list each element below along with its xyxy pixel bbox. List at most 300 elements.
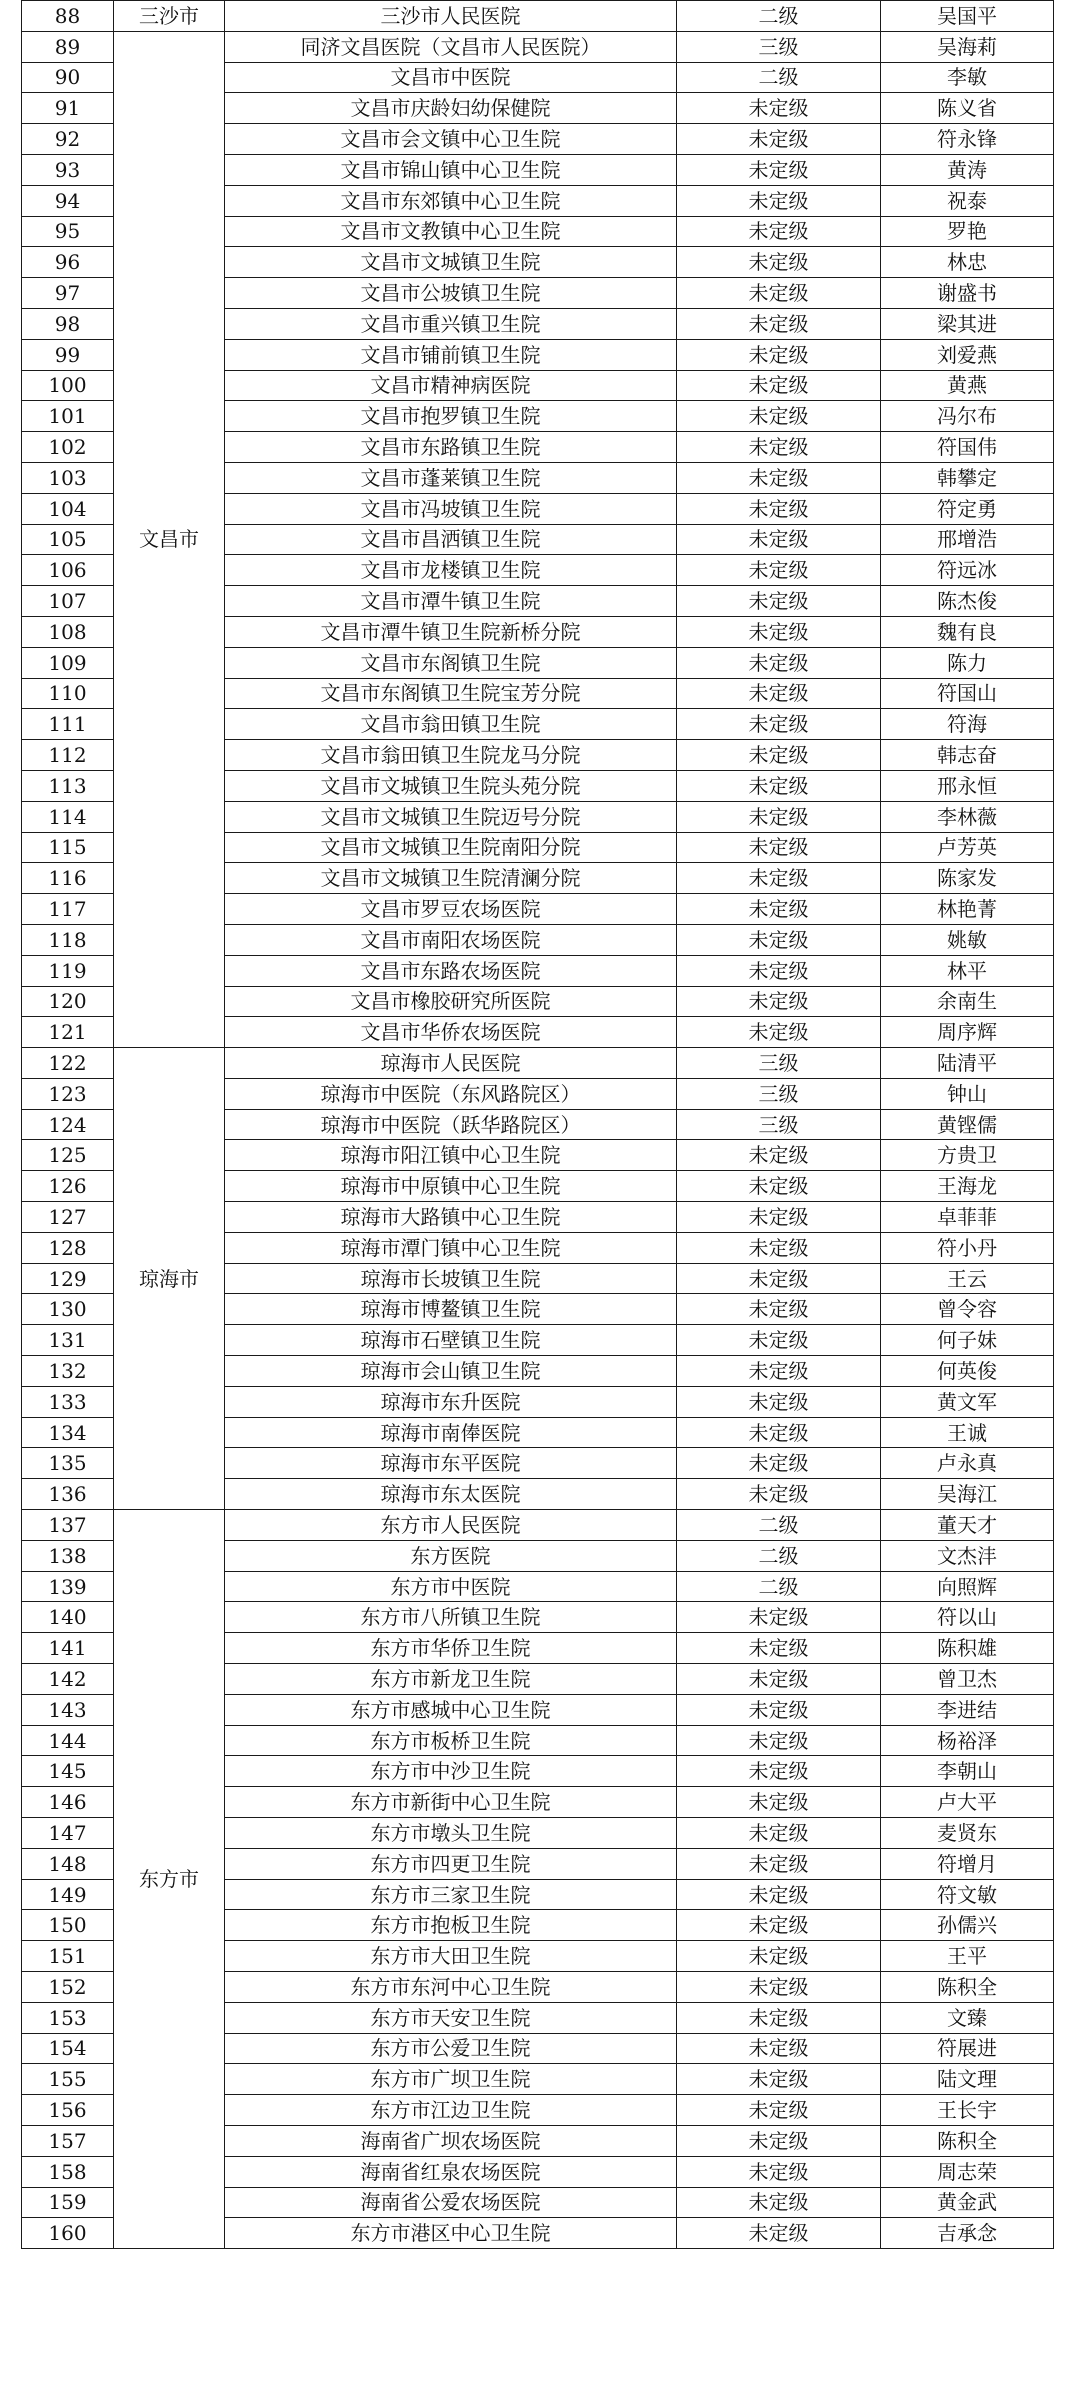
contact-person-cell: 方贵卫 <box>881 1140 1054 1171</box>
contact-person-cell: 罗艳 <box>881 216 1054 247</box>
row-number-cell: 133 <box>22 1386 114 1417</box>
hospital-level-cell: 未定级 <box>677 986 881 1017</box>
row-number-cell: 154 <box>22 2033 114 2064</box>
contact-person-cell: 董天才 <box>881 1510 1054 1541</box>
contact-person-cell: 王诚 <box>881 1417 1054 1448</box>
row-number-cell: 151 <box>22 1941 114 1972</box>
contact-person-cell: 卢永真 <box>881 1448 1054 1479</box>
contact-person-cell: 符国山 <box>881 678 1054 709</box>
hospital-level-cell: 未定级 <box>677 678 881 709</box>
hospital-name-cell: 琼海市潭门镇中心卫生院 <box>225 1232 677 1263</box>
row-number-cell: 95 <box>22 216 114 247</box>
row-number-cell: 118 <box>22 924 114 955</box>
contact-person-cell: 黄金武 <box>881 2187 1054 2218</box>
hospital-level-cell: 未定级 <box>677 124 881 155</box>
hospital-level-cell: 未定级 <box>677 1972 881 2003</box>
row-number-cell: 160 <box>22 2218 114 2249</box>
row-number-cell: 113 <box>22 770 114 801</box>
contact-person-cell: 陈力 <box>881 647 1054 678</box>
row-number-cell: 110 <box>22 678 114 709</box>
hospital-level-cell: 未定级 <box>677 709 881 740</box>
hospital-name-cell: 琼海市东太医院 <box>225 1479 677 1510</box>
hospital-name-cell: 琼海市中医院（东风路院区） <box>225 1078 677 1109</box>
hospital-name-cell: 琼海市南俸医院 <box>225 1417 677 1448</box>
hospital-name-cell: 东方市大田卫生院 <box>225 1941 677 1972</box>
row-number-cell: 135 <box>22 1448 114 1479</box>
hospital-name-cell: 文昌市东阁镇卫生院 <box>225 647 677 678</box>
row-number-cell: 115 <box>22 832 114 863</box>
row-number-cell: 89 <box>22 31 114 62</box>
hospital-name-cell: 东方市抱板卫生院 <box>225 1910 677 1941</box>
contact-person-cell: 魏有良 <box>881 616 1054 647</box>
row-number-cell: 109 <box>22 647 114 678</box>
contact-person-cell: 麦贤东 <box>881 1818 1054 1849</box>
hospital-name-cell: 东方市板桥卫生院 <box>225 1725 677 1756</box>
contact-person-cell: 刘爱燕 <box>881 339 1054 370</box>
hospital-name-cell: 东方市人民医院 <box>225 1510 677 1541</box>
hospital-name-cell: 东方市天安卫生院 <box>225 2002 677 2033</box>
hospital-name-cell: 东方市墩头卫生院 <box>225 1818 677 1849</box>
row-number-cell: 93 <box>22 154 114 185</box>
hospital-name-cell: 文昌市文城镇卫生院迈号分院 <box>225 801 677 832</box>
hospital-name-cell: 海南省广坝农场医院 <box>225 2125 677 2156</box>
contact-person-cell: 文杰沣 <box>881 1540 1054 1571</box>
hospital-level-cell: 未定级 <box>677 1664 881 1695</box>
hospital-name-cell: 文昌市抱罗镇卫生院 <box>225 401 677 432</box>
contact-person-cell: 林忠 <box>881 247 1054 278</box>
row-number-cell: 96 <box>22 247 114 278</box>
row-number-cell: 127 <box>22 1202 114 1233</box>
contact-person-cell: 李林薇 <box>881 801 1054 832</box>
contact-person-cell: 文臻 <box>881 2002 1054 2033</box>
hospital-name-cell: 文昌市东路镇卫生院 <box>225 432 677 463</box>
hospital-name-cell: 东方市东河中心卫生院 <box>225 1972 677 2003</box>
row-number-cell: 150 <box>22 1910 114 1941</box>
hospital-level-cell: 未定级 <box>677 924 881 955</box>
hospital-name-cell: 文昌市潭牛镇卫生院新桥分院 <box>225 616 677 647</box>
hospital-name-cell: 东方市港区中心卫生院 <box>225 2218 677 2249</box>
row-number-cell: 101 <box>22 401 114 432</box>
hospital-name-cell: 文昌市翁田镇卫生院龙马分院 <box>225 740 677 771</box>
contact-person-cell: 杨裕泽 <box>881 1725 1054 1756</box>
hospital-name-cell: 文昌市重兴镇卫生院 <box>225 308 677 339</box>
hospital-name-cell: 东方医院 <box>225 1540 677 1571</box>
hospital-level-cell: 未定级 <box>677 1386 881 1417</box>
row-number-cell: 90 <box>22 62 114 93</box>
contact-person-cell: 黄文军 <box>881 1386 1054 1417</box>
row-number-cell: 122 <box>22 1048 114 1079</box>
row-number-cell: 116 <box>22 863 114 894</box>
table-row <box>22 31 1054 62</box>
hospital-level-cell: 未定级 <box>677 1263 881 1294</box>
hospital-name-cell: 文昌市冯坡镇卫生院 <box>225 493 677 524</box>
contact-person-cell: 李朝山 <box>881 1756 1054 1787</box>
row-number-cell: 129 <box>22 1263 114 1294</box>
contact-person-cell: 周序辉 <box>881 1017 1054 1048</box>
hospital-name-cell: 东方市八所镇卫生院 <box>225 1602 677 1633</box>
contact-person-cell: 符海 <box>881 709 1054 740</box>
row-number-cell: 97 <box>22 278 114 309</box>
hospital-level-cell: 未定级 <box>677 1818 881 1849</box>
contact-person-cell: 吉承念 <box>881 2218 1054 2249</box>
hospital-name-cell: 文昌市会文镇中心卫生院 <box>225 124 677 155</box>
row-number-cell: 88 <box>22 1 114 32</box>
hospital-name-cell: 海南省红泉农场医院 <box>225 2156 677 2187</box>
row-number-cell: 159 <box>22 2187 114 2218</box>
hospital-level-cell: 未定级 <box>677 493 881 524</box>
hospital-level-cell: 未定级 <box>677 955 881 986</box>
contact-person-cell: 冯尔布 <box>881 401 1054 432</box>
row-number-cell: 139 <box>22 1571 114 1602</box>
city-cell: 文昌市 <box>114 31 225 1047</box>
row-number-cell: 104 <box>22 493 114 524</box>
row-number-cell: 106 <box>22 555 114 586</box>
hospital-name-cell: 文昌市文教镇中心卫生院 <box>225 216 677 247</box>
contact-person-cell: 陆清平 <box>881 1048 1054 1079</box>
row-number-cell: 138 <box>22 1540 114 1571</box>
hospital-level-cell: 未定级 <box>677 524 881 555</box>
hospital-name-cell: 琼海市中医院（跃华路院区） <box>225 1109 677 1140</box>
contact-person-cell: 韩志奋 <box>881 740 1054 771</box>
contact-person-cell: 陈积雄 <box>881 1633 1054 1664</box>
hospital-level-cell: 未定级 <box>677 1633 881 1664</box>
contact-person-cell: 符展进 <box>881 2033 1054 2064</box>
hospital-level-cell: 未定级 <box>677 2187 881 2218</box>
hospital-name-cell: 文昌市中医院 <box>225 62 677 93</box>
contact-person-cell: 王平 <box>881 1941 1054 1972</box>
hospital-level-cell: 未定级 <box>677 616 881 647</box>
hospital-name-cell: 东方市中医院 <box>225 1571 677 1602</box>
contact-person-cell: 符小丹 <box>881 1232 1054 1263</box>
hospital-name-cell: 东方市华侨卫生院 <box>225 1633 677 1664</box>
contact-person-cell: 林平 <box>881 955 1054 986</box>
hospital-name-cell: 琼海市东平医院 <box>225 1448 677 1479</box>
row-number-cell: 128 <box>22 1232 114 1263</box>
contact-person-cell: 邢永恒 <box>881 770 1054 801</box>
hospital-level-cell: 未定级 <box>677 1017 881 1048</box>
hospital-name-cell: 海南省公爱农场医院 <box>225 2187 677 2218</box>
contact-person-cell: 曾令容 <box>881 1294 1054 1325</box>
hospital-level-cell: 二级 <box>677 1540 881 1571</box>
row-number-cell: 107 <box>22 586 114 617</box>
row-number-cell: 156 <box>22 2095 114 2126</box>
row-number-cell: 126 <box>22 1171 114 1202</box>
hospital-level-cell: 二级 <box>677 1510 881 1541</box>
hospital-name-cell: 琼海市会山镇卫生院 <box>225 1356 677 1387</box>
hospital-level-cell: 未定级 <box>677 432 881 463</box>
row-number-cell: 157 <box>22 2125 114 2156</box>
contact-person-cell: 姚敏 <box>881 924 1054 955</box>
hospital-name-cell: 东方市江边卫生院 <box>225 2095 677 2126</box>
hospital-level-cell: 未定级 <box>677 740 881 771</box>
row-number-cell: 158 <box>22 2156 114 2187</box>
row-number-cell: 105 <box>22 524 114 555</box>
hospital-level-cell: 未定级 <box>677 801 881 832</box>
hospital-name-cell: 琼海市博鳌镇卫生院 <box>225 1294 677 1325</box>
hospital-name-cell: 琼海市阳江镇中心卫生院 <box>225 1140 677 1171</box>
hospital-name-cell: 文昌市龙楼镇卫生院 <box>225 555 677 586</box>
row-number-cell: 111 <box>22 709 114 740</box>
row-number-cell: 146 <box>22 1787 114 1818</box>
hospital-level-cell: 未定级 <box>677 2218 881 2249</box>
hospital-level-cell: 未定级 <box>677 1602 881 1633</box>
contact-person-cell: 李敏 <box>881 62 1054 93</box>
hospital-level-cell: 未定级 <box>677 339 881 370</box>
table-body <box>22 1 1054 2249</box>
hospital-name-cell: 文昌市铺前镇卫生院 <box>225 339 677 370</box>
contact-person-cell: 曾卫杰 <box>881 1664 1054 1695</box>
hospital-level-cell: 未定级 <box>677 2125 881 2156</box>
hospital-level-cell: 三级 <box>677 31 881 62</box>
hospital-level-cell: 未定级 <box>677 647 881 678</box>
hospital-level-cell: 未定级 <box>677 1356 881 1387</box>
contact-person-cell: 梁其进 <box>881 308 1054 339</box>
hospital-level-cell: 未定级 <box>677 2064 881 2095</box>
contact-person-cell: 吴国平 <box>881 1 1054 32</box>
hospital-level-cell: 二级 <box>677 1571 881 1602</box>
row-number-cell: 117 <box>22 894 114 925</box>
row-number-cell: 98 <box>22 308 114 339</box>
hospital-name-cell: 文昌市文城镇卫生院南阳分院 <box>225 832 677 863</box>
row-number-cell: 120 <box>22 986 114 1017</box>
hospital-level-cell: 未定级 <box>677 1171 881 1202</box>
hospital-table <box>21 0 1054 2249</box>
contact-person-cell: 黄铿儒 <box>881 1109 1054 1140</box>
table-row <box>22 1048 1054 1079</box>
hospital-level-cell: 未定级 <box>677 370 881 401</box>
contact-person-cell: 邢增浩 <box>881 524 1054 555</box>
hospital-name-cell: 文昌市潭牛镇卫生院 <box>225 586 677 617</box>
row-number-cell: 125 <box>22 1140 114 1171</box>
row-number-cell: 94 <box>22 185 114 216</box>
contact-person-cell: 陆文理 <box>881 2064 1054 2095</box>
hospital-level-cell: 未定级 <box>677 1417 881 1448</box>
hospital-level-cell: 未定级 <box>677 401 881 432</box>
hospital-level-cell: 未定级 <box>677 832 881 863</box>
row-number-cell: 149 <box>22 1879 114 1910</box>
row-number-cell: 143 <box>22 1694 114 1725</box>
hospital-level-cell: 三级 <box>677 1048 881 1079</box>
contact-person-cell: 符以山 <box>881 1602 1054 1633</box>
hospital-name-cell: 文昌市精神病医院 <box>225 370 677 401</box>
row-number-cell: 100 <box>22 370 114 401</box>
contact-person-cell: 符国伟 <box>881 432 1054 463</box>
hospital-name-cell: 文昌市蓬莱镇卫生院 <box>225 462 677 493</box>
contact-person-cell: 韩攀定 <box>881 462 1054 493</box>
hospital-level-cell: 未定级 <box>677 462 881 493</box>
table-row <box>22 1510 1054 1541</box>
hospital-level-cell: 未定级 <box>677 1879 881 1910</box>
contact-person-cell: 卓菲菲 <box>881 1202 1054 1233</box>
hospital-level-cell: 未定级 <box>677 894 881 925</box>
contact-person-cell: 何英俊 <box>881 1356 1054 1387</box>
contact-person-cell: 符远冰 <box>881 555 1054 586</box>
contact-person-cell: 陈积全 <box>881 2125 1054 2156</box>
contact-person-cell: 卢芳英 <box>881 832 1054 863</box>
contact-person-cell: 黄涛 <box>881 154 1054 185</box>
row-number-cell: 137 <box>22 1510 114 1541</box>
hospital-name-cell: 文昌市东郊镇中心卫生院 <box>225 185 677 216</box>
hospital-level-cell: 未定级 <box>677 216 881 247</box>
hospital-level-cell: 未定级 <box>677 1294 881 1325</box>
hospital-name-cell: 文昌市南阳农场医院 <box>225 924 677 955</box>
contact-person-cell: 王海龙 <box>881 1171 1054 1202</box>
hospital-level-cell: 未定级 <box>677 586 881 617</box>
row-number-cell: 92 <box>22 124 114 155</box>
contact-person-cell: 符增月 <box>881 1848 1054 1879</box>
row-number-cell: 131 <box>22 1325 114 1356</box>
table-row <box>22 1 1054 32</box>
row-number-cell: 145 <box>22 1756 114 1787</box>
hospital-level-cell: 未定级 <box>677 1725 881 1756</box>
contact-person-cell: 向照辉 <box>881 1571 1054 1602</box>
contact-person-cell: 谢盛书 <box>881 278 1054 309</box>
hospital-name-cell: 文昌市文城镇卫生院头苑分院 <box>225 770 677 801</box>
hospital-level-cell: 未定级 <box>677 863 881 894</box>
contact-person-cell: 周志荣 <box>881 2156 1054 2187</box>
hospital-name-cell: 琼海市长坡镇卫生院 <box>225 1263 677 1294</box>
hospital-level-cell: 未定级 <box>677 154 881 185</box>
hospital-name-cell: 同济文昌医院（文昌市人民医院） <box>225 31 677 62</box>
row-number-cell: 102 <box>22 432 114 463</box>
contact-person-cell: 祝泰 <box>881 185 1054 216</box>
contact-person-cell: 李进结 <box>881 1694 1054 1725</box>
hospital-name-cell: 三沙市人民医院 <box>225 1 677 32</box>
row-number-cell: 134 <box>22 1417 114 1448</box>
hospital-name-cell: 文昌市翁田镇卫生院 <box>225 709 677 740</box>
row-number-cell: 136 <box>22 1479 114 1510</box>
hospital-name-cell: 文昌市东路农场医院 <box>225 955 677 986</box>
hospital-level-cell: 未定级 <box>677 308 881 339</box>
row-number-cell: 148 <box>22 1848 114 1879</box>
contact-person-cell: 陈家发 <box>881 863 1054 894</box>
hospital-level-cell: 未定级 <box>677 1910 881 1941</box>
hospital-name-cell: 文昌市庆龄妇幼保健院 <box>225 93 677 124</box>
hospital-name-cell: 文昌市文城镇卫生院清澜分院 <box>225 863 677 894</box>
hospital-level-cell: 未定级 <box>677 1941 881 1972</box>
hospital-name-cell: 东方市三家卫生院 <box>225 1879 677 1910</box>
row-number-cell: 147 <box>22 1818 114 1849</box>
hospital-level-cell: 未定级 <box>677 185 881 216</box>
contact-person-cell: 钟山 <box>881 1078 1054 1109</box>
hospital-name-cell: 文昌市东阁镇卫生院宝芳分院 <box>225 678 677 709</box>
hospital-level-cell: 未定级 <box>677 555 881 586</box>
hospital-name-cell: 东方市广坝卫生院 <box>225 2064 677 2095</box>
contact-person-cell: 王云 <box>881 1263 1054 1294</box>
hospital-level-cell: 三级 <box>677 1078 881 1109</box>
row-number-cell: 99 <box>22 339 114 370</box>
hospital-level-cell: 未定级 <box>677 2002 881 2033</box>
hospital-name-cell: 东方市中沙卫生院 <box>225 1756 677 1787</box>
city-cell: 琼海市 <box>114 1048 225 1510</box>
contact-person-cell: 林艳菁 <box>881 894 1054 925</box>
row-number-cell: 152 <box>22 1972 114 2003</box>
hospital-name-cell: 文昌市昌洒镇卫生院 <box>225 524 677 555</box>
contact-person-cell: 吴海莉 <box>881 31 1054 62</box>
hospital-level-cell: 未定级 <box>677 1448 881 1479</box>
hospital-name-cell: 东方市新街中心卫生院 <box>225 1787 677 1818</box>
hospital-name-cell: 文昌市公坡镇卫生院 <box>225 278 677 309</box>
hospital-level-cell: 未定级 <box>677 770 881 801</box>
hospital-level-cell: 未定级 <box>677 1202 881 1233</box>
hospital-level-cell: 二级 <box>677 62 881 93</box>
row-number-cell: 142 <box>22 1664 114 1695</box>
hospital-level-cell: 未定级 <box>677 93 881 124</box>
city-cell: 东方市 <box>114 1510 225 2249</box>
hospital-name-cell: 琼海市大路镇中心卫生院 <box>225 1202 677 1233</box>
hospital-level-cell: 未定级 <box>677 278 881 309</box>
hospital-name-cell: 文昌市文城镇卫生院 <box>225 247 677 278</box>
row-number-cell: 112 <box>22 740 114 771</box>
row-number-cell: 153 <box>22 2002 114 2033</box>
row-number-cell: 119 <box>22 955 114 986</box>
contact-person-cell: 符文敏 <box>881 1879 1054 1910</box>
hospital-level-cell: 未定级 <box>677 2033 881 2064</box>
row-number-cell: 130 <box>22 1294 114 1325</box>
row-number-cell: 121 <box>22 1017 114 1048</box>
contact-person-cell: 陈义省 <box>881 93 1054 124</box>
row-number-cell: 132 <box>22 1356 114 1387</box>
hospital-directory-document <box>21 0 1053 2385</box>
hospital-level-cell: 未定级 <box>677 1140 881 1171</box>
contact-person-cell: 黄燕 <box>881 370 1054 401</box>
hospital-name-cell: 琼海市东升医院 <box>225 1386 677 1417</box>
hospital-name-cell: 琼海市人民医院 <box>225 1048 677 1079</box>
hospital-level-cell: 未定级 <box>677 1232 881 1263</box>
hospital-name-cell: 东方市公爱卫生院 <box>225 2033 677 2064</box>
contact-person-cell: 符永锋 <box>881 124 1054 155</box>
hospital-level-cell: 未定级 <box>677 1325 881 1356</box>
row-number-cell: 124 <box>22 1109 114 1140</box>
hospital-name-cell: 琼海市石壁镇卫生院 <box>225 1325 677 1356</box>
hospital-level-cell: 未定级 <box>677 1848 881 1879</box>
hospital-name-cell: 琼海市中原镇中心卫生院 <box>225 1171 677 1202</box>
contact-person-cell: 吴海江 <box>881 1479 1054 1510</box>
hospital-level-cell: 未定级 <box>677 1479 881 1510</box>
contact-person-cell: 陈积全 <box>881 1972 1054 2003</box>
contact-person-cell: 王长宇 <box>881 2095 1054 2126</box>
hospital-name-cell: 文昌市罗豆农场医院 <box>225 894 677 925</box>
hospital-level-cell: 未定级 <box>677 1756 881 1787</box>
row-number-cell: 123 <box>22 1078 114 1109</box>
hospital-name-cell: 文昌市橡胶研究所医院 <box>225 986 677 1017</box>
hospital-level-cell: 三级 <box>677 1109 881 1140</box>
contact-person-cell: 符定勇 <box>881 493 1054 524</box>
contact-person-cell: 何子妹 <box>881 1325 1054 1356</box>
row-number-cell: 144 <box>22 1725 114 1756</box>
city-cell: 三沙市 <box>114 1 225 32</box>
hospital-level-cell: 未定级 <box>677 247 881 278</box>
hospital-name-cell: 文昌市锦山镇中心卫生院 <box>225 154 677 185</box>
hospital-name-cell: 文昌市华侨农场医院 <box>225 1017 677 1048</box>
contact-person-cell: 卢大平 <box>881 1787 1054 1818</box>
hospital-name-cell: 东方市新龙卫生院 <box>225 1664 677 1695</box>
row-number-cell: 103 <box>22 462 114 493</box>
contact-person-cell: 陈杰俊 <box>881 586 1054 617</box>
hospital-name-cell: 东方市感城中心卫生院 <box>225 1694 677 1725</box>
contact-person-cell: 孙儒兴 <box>881 1910 1054 1941</box>
hospital-level-cell: 未定级 <box>677 2156 881 2187</box>
row-number-cell: 141 <box>22 1633 114 1664</box>
hospital-level-cell: 二级 <box>677 1 881 32</box>
hospital-level-cell: 未定级 <box>677 1694 881 1725</box>
hospital-level-cell: 未定级 <box>677 2095 881 2126</box>
row-number-cell: 140 <box>22 1602 114 1633</box>
row-number-cell: 114 <box>22 801 114 832</box>
row-number-cell: 155 <box>22 2064 114 2095</box>
row-number-cell: 108 <box>22 616 114 647</box>
row-number-cell: 91 <box>22 93 114 124</box>
